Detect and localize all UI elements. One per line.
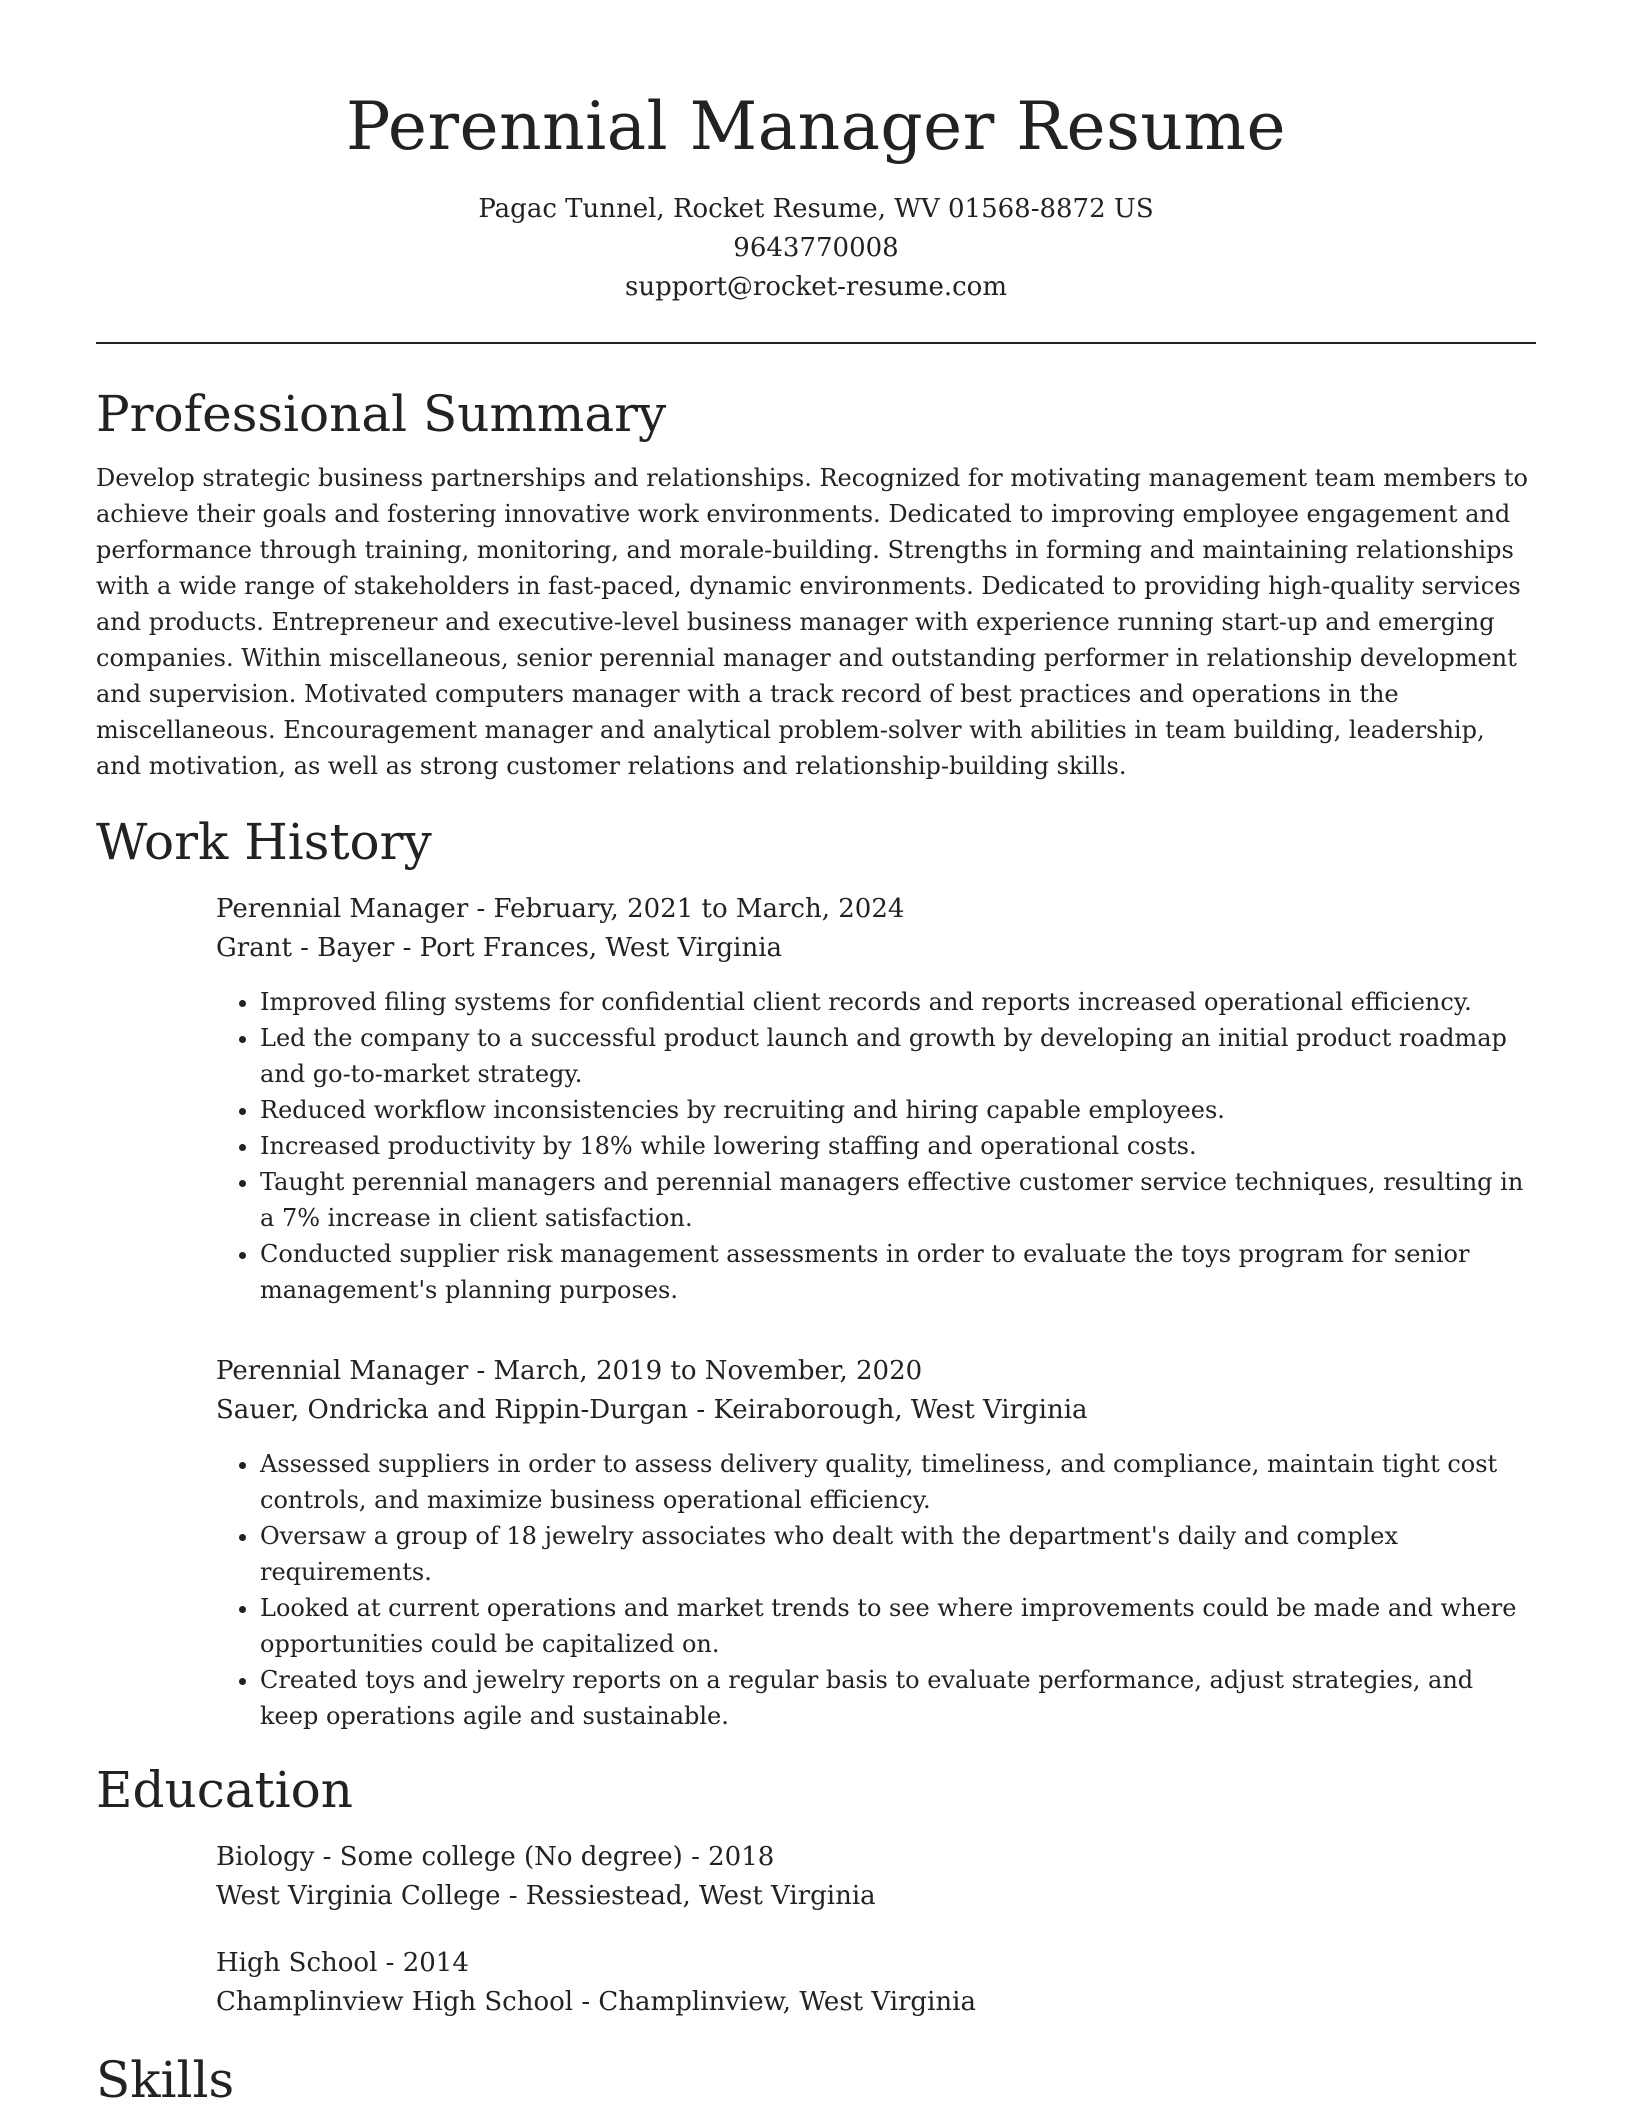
job-bullet: • Created toys and jewelry reports on a regular basis to evaluate performance, adjust strategies, and keep operations agile and sustainable. bbox=[260, 1662, 1536, 1734]
contact-phone: 9643770008 bbox=[733, 233, 899, 263]
education-degree-line: High School - 2014 bbox=[216, 1948, 469, 1978]
resume-content bbox=[96, 376, 1536, 2118]
resume-header bbox=[0, 0, 1632, 307]
job-bullet: • Looked at current operations and market trends to see where improvements could be made and where opportunities could be capitalized on. bbox=[260, 1590, 1536, 1662]
education-heading: Education bbox=[96, 1761, 353, 1819]
contact-block bbox=[0, 190, 1632, 307]
skills-heading: Skills bbox=[96, 2051, 235, 2109]
resume-title: Perennial Manager Resume bbox=[345, 88, 1287, 165]
job-bullet: • Reduced workflow inconsistencies by recruiting and hiring capable employees. bbox=[260, 1092, 1536, 1128]
education-school-line: West Virginia College - Ressiestead, West Virginia bbox=[216, 1881, 876, 1911]
job-bullet: • Assessed suppliers in order to assess delivery quality, timeliness, and compliance, maintain tight cost controls, and maximize business operational efficiency. bbox=[260, 1446, 1536, 1518]
education-degree-line: Biology - Some college (No degree) - 2018 bbox=[216, 1842, 775, 1872]
contact-address: Pagac Tunnel, Rocket Resume, WV 01568-8872 US bbox=[478, 194, 1154, 224]
job-bullet-list bbox=[216, 984, 1536, 1308]
work-history-heading: Work History bbox=[96, 813, 432, 871]
job-bullet: • Increased productivity by 18% while lowering staffing and operational costs. bbox=[260, 1128, 1536, 1164]
header-divider bbox=[96, 342, 1536, 344]
education-entry bbox=[216, 1944, 1536, 2022]
job-bullet: • Oversaw a group of 18 jewelry associates who dealt with the department's daily and complex requirements. bbox=[260, 1518, 1536, 1590]
education-section bbox=[96, 1752, 1536, 2022]
job-entry bbox=[216, 890, 1536, 1308]
skills-section bbox=[96, 2042, 1536, 2118]
contact-email: support@rocket-resume.com bbox=[624, 272, 1007, 302]
job-title-line: Perennial Manager - February, 2021 to March, 2024 bbox=[216, 894, 905, 924]
job-entry bbox=[216, 1352, 1536, 1734]
job-bullet: • Taught perennial managers and perennial managers effective customer service techniques, resulting in a 7% increase in client satisfaction. bbox=[260, 1164, 1536, 1236]
job-bullet: • Led the company to a successful product launch and growth by developing an initial product roadmap and go-to-market strategy. bbox=[260, 1020, 1536, 1092]
job-title-line: Perennial Manager - March, 2019 to November, 2020 bbox=[216, 1356, 923, 1386]
summary-heading: Professional Summary bbox=[96, 385, 667, 443]
education-school-line: Champlinview High School - Champlinview, West Virginia bbox=[216, 1987, 976, 2017]
job-bullet-list bbox=[216, 1446, 1536, 1734]
job-bullet: • Improved filing systems for confidential client records and reports increased operational efficiency. bbox=[260, 984, 1536, 1020]
job-company-line: Sauer, Ondricka and Rippin-Durgan - Keiraborough, West Virginia bbox=[216, 1395, 1088, 1425]
job-company-line: Grant - Bayer - Port Frances, West Virginia bbox=[216, 933, 783, 963]
education-entry bbox=[216, 1838, 1536, 1916]
summary-section bbox=[96, 376, 1536, 784]
job-bullet: • Conducted supplier risk management assessments in order to evaluate the toys program for senior management's planning purposes. bbox=[260, 1236, 1536, 1308]
summary-text: Develop strategic business partnerships and relationships. Recognized for motivating management team members to achieve their goals and fostering innovative work environments. Dedicated to improving employee engagement and performance through training, monitoring, and morale-building. Strengths in forming and maintaining relationships with a wide range of stakeholders in fast-paced, dynamic environments. Dedicated to providing high-quality services and products. Entrepreneur and executive-level business manager with experience running start-up and emerging companies. Within miscellaneous, senior perennial manager and outstanding performer in relationship development and supervision. Motivated computers manager with a track record of best practices and operations in the miscellaneous. Encouragement manager and analytical problem-solver with abilities in team building, leadership, and motivation, as well as strong customer relations and relationship-building skills. bbox=[96, 464, 1528, 780]
work-history-section bbox=[96, 804, 1536, 1734]
